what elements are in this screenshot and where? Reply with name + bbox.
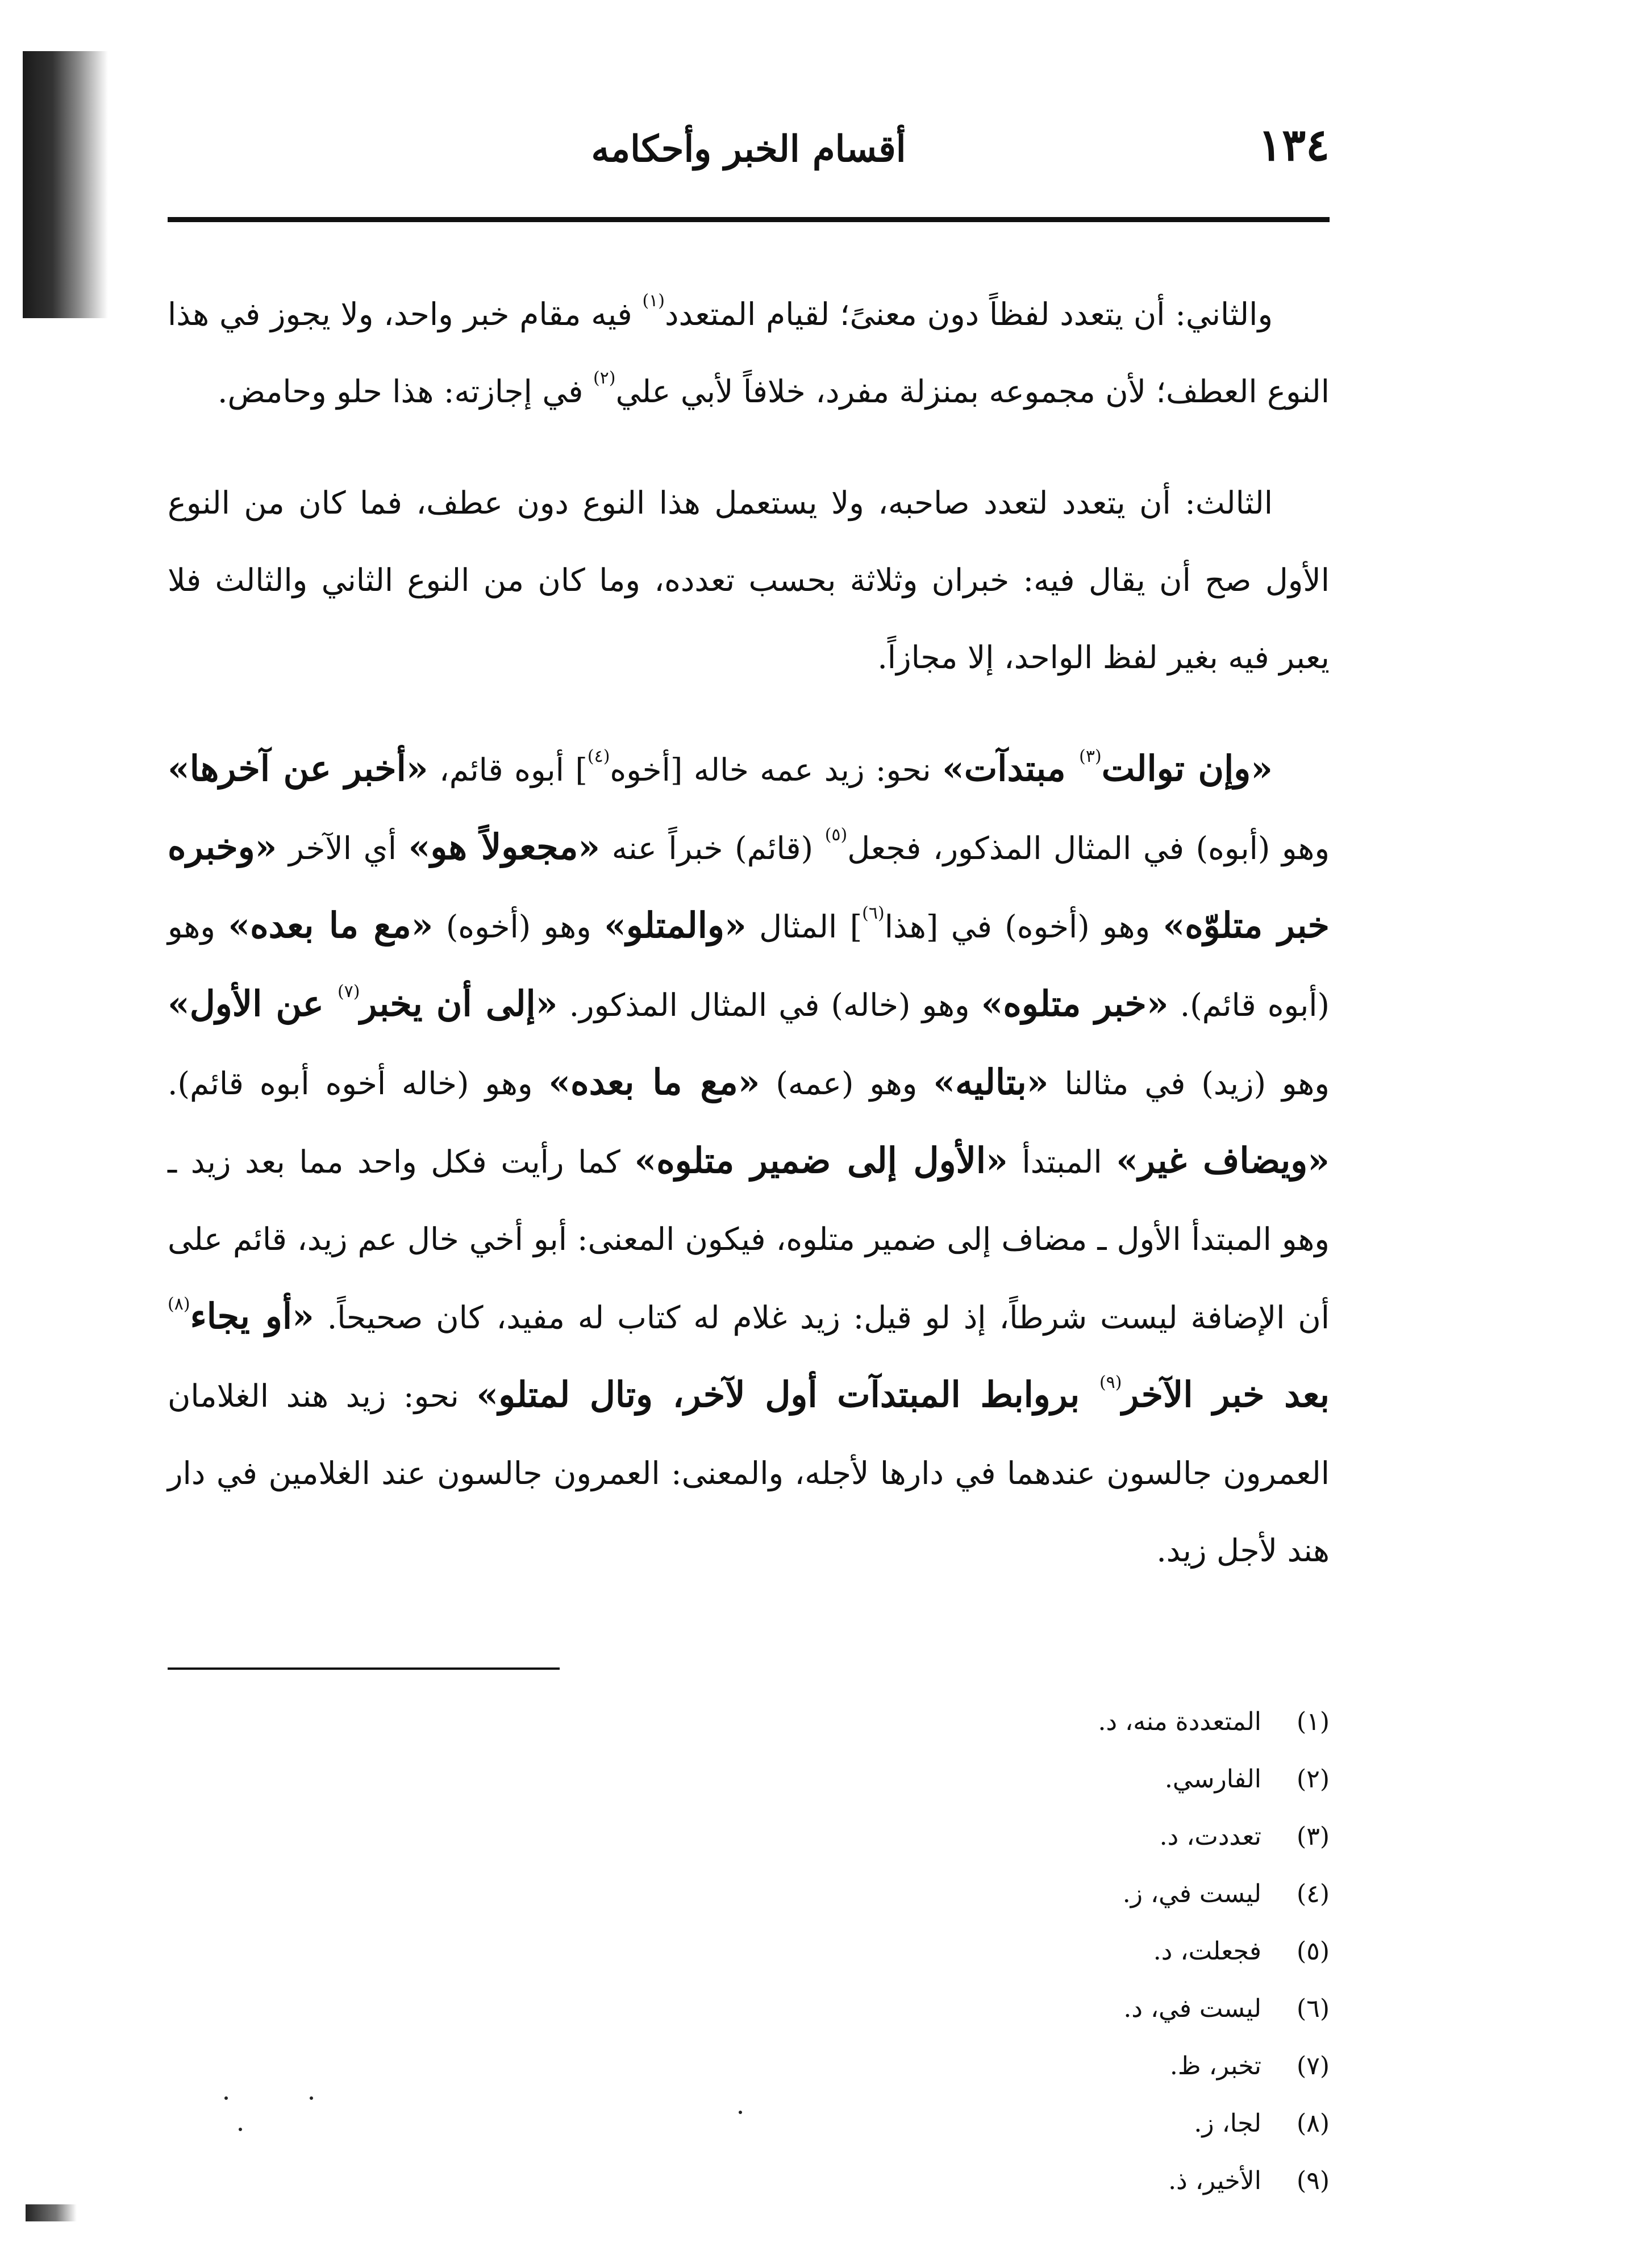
footnote: [477, 1808, 1330, 1865]
footnotes: [477, 1693, 1330, 2209]
footnote-text: ليست في، د.: [1123, 1994, 1261, 2023]
text-run: نحو: زيد عمه خاله [أخوه: [610, 752, 943, 788]
matn-text: «مع ما بعده»: [228, 904, 434, 946]
footnote-ref: (٨): [168, 1294, 190, 1314]
matn-text: «خبر متلوه»: [981, 983, 1169, 1024]
footnote-ref: (١): [642, 291, 665, 311]
matn-text: «مجعولاً هو»: [408, 826, 601, 868]
body-text: [168, 276, 1330, 1589]
scan-shadow-corner: [26, 2204, 77, 2221]
matn-text: «وخبره خبر متلوّه»: [168, 826, 1330, 946]
footnote-number: (٥): [1297, 1937, 1330, 1966]
header-rule: [168, 217, 1330, 222]
footnote-number: (٨): [1297, 2109, 1330, 2138]
footnote-ref: (٩): [1099, 1373, 1122, 1393]
matn-text: «والمتلو»: [604, 904, 747, 946]
text-run: أي الآخر: [277, 830, 409, 866]
footnote-number: (٢): [1297, 1765, 1330, 1794]
text-run: ] المثال: [746, 908, 863, 945]
footnote-text: المتعددة منه، د.: [1098, 1707, 1261, 1736]
footnote: [477, 1980, 1330, 2037]
footnote: [477, 2095, 1330, 2152]
paragraph-third-type: الثالث: أن يتعدد لتعدد صاحبه، ولا يستعمل هذا النوع دون عطف، فما كان من النوع الأول صح أن يقال فيه: خبران وثلاثة بحسب تعدده، وما كان من النوع الثاني والثالث فلا يعبر فيه بغير لفظ الواحد، إلا مجازاً.: [168, 485, 1330, 676]
footnote: [477, 2152, 1330, 2209]
scan-speck: [739, 2111, 742, 2114]
footnote: [477, 1750, 1330, 1808]
footnote-ref: (٢): [593, 368, 616, 388]
scan-shadow-edge: [23, 51, 108, 318]
footnote-text: تخبر، ظ.: [1169, 2052, 1261, 2081]
footnote-number: (١): [1297, 1707, 1330, 1736]
matn-text: بروابط المبتدآت أول لآخر، وتال لمتلو»: [476, 1374, 1099, 1415]
footnote-text: لجا، ز.: [1194, 2109, 1261, 2138]
text-run: فيه مقام خبر واحد، ولا يجوز في هذا النوع العطف؛ لأن مجموعه بمنزلة مفرد، خلافاً لأبي علي: [168, 296, 1330, 410]
matn-text: مبتدآت»: [942, 748, 1080, 789]
footnote-number: (٧): [1297, 2052, 1330, 2081]
book-page: [168, 108, 1330, 2195]
text-run: وهو (أبوه) في المثال المذكور، فجعل: [847, 830, 1330, 866]
matn-text: «بتاليه»: [933, 1061, 1049, 1103]
matn-text: عن الأول»: [168, 983, 338, 1024]
matn-text: «وإن توالت: [1101, 748, 1273, 789]
footnote-text: الفارسي.: [1164, 1765, 1261, 1794]
footnote-text: ليست في، ز.: [1122, 1879, 1261, 1908]
footnote-ref: (٣): [1079, 747, 1102, 766]
text-run: (قائم) خبراً عنه: [600, 830, 825, 866]
running-title: أقسام الخبر وأحكامه: [591, 128, 906, 170]
paragraph-consecutive-subjects: [168, 730, 1330, 1589]
footnote-text: تعددت، د.: [1159, 1822, 1261, 1851]
page-header: [168, 108, 1330, 205]
paragraph-second-type: [168, 276, 1330, 430]
footnote-ref: (٧): [337, 982, 360, 1002]
text-run: وهو (أخوه) في [هذا: [884, 908, 1163, 945]
text-run: وهو (عمه): [760, 1065, 934, 1102]
scan-speck: [224, 2096, 228, 2100]
matn-text: «أخبر عن آخرها»: [168, 748, 428, 789]
text-run: نحو: زيد هند الغلامان العمرون جالسون عندهما في دارها لأجله، والمعنى: العمرون جالسون عند الغلامين في دار هند لأجل زيد.: [168, 1378, 1330, 1569]
text-run: وهو (أبوه قائم).: [168, 908, 1330, 1023]
footnote-number: (٩): [1297, 2166, 1330, 2195]
matn-text: «ويضاف غير»: [1116, 1140, 1330, 1181]
matn-text: «الأول إلى ضمير متلوه»: [634, 1140, 1008, 1181]
footnote: [477, 1923, 1330, 1980]
scan-speck: [310, 2096, 313, 2100]
text-run: وهو (خاله أخوه أبوه قائم).: [168, 1065, 549, 1102]
text-run: كما رأيت فكل واحد مما بعد زيد ـ وهو المبتدأ الأول ـ مضاف إلى ضمير متلوه، فيكون المعنى: أبو أخي خال عم زيد، قائم على أن الإضافة ليست شرطاً، إذ لو قيل: زيد غلام له كتاب له مفيد، كان صحيحاً.: [168, 1144, 1330, 1336]
footnote-ref: (٤): [587, 747, 610, 766]
page-number: ١٣٤: [1258, 119, 1330, 171]
footnote-number: (٤): [1297, 1879, 1330, 1908]
matn-text: «أو يجاء: [190, 1295, 314, 1337]
footnote-rule: [168, 1667, 560, 1670]
text-run: وهو (أخوه): [433, 908, 605, 945]
footnote-ref: (٦): [862, 903, 885, 923]
footnote-text: الأخير، ذ.: [1168, 2166, 1261, 2195]
scan-speck: [239, 2128, 242, 2131]
footnote: [477, 2037, 1330, 2095]
text-run: في إجازته: هذا حلو وحامض.: [218, 373, 593, 410]
text-run: وهو (خاله) في المثال المذكور.: [557, 987, 981, 1023]
footnote-number: (٦): [1297, 1994, 1330, 2023]
footnote-text: فجعلت، د.: [1153, 1937, 1261, 1966]
text-run: والثاني: أن يتعدد لفظاً دون معنىً؛ لقيام المتعدد: [665, 296, 1273, 332]
footnote: [477, 1693, 1330, 1750]
matn-text: «إلى أن يخبر: [360, 983, 558, 1024]
text-run: المبتدأ: [1007, 1144, 1116, 1180]
text-run: وهو (زيد) في مثالنا: [1048, 1065, 1330, 1102]
matn-text: «مع ما بعده»: [548, 1061, 760, 1103]
matn-text: بعد خبر الآخر: [1122, 1374, 1330, 1415]
text-run: ] أبوه قائم،: [428, 752, 588, 788]
footnote-number: (٣): [1297, 1822, 1330, 1851]
footnote: [477, 1865, 1330, 1923]
footnote-ref: (٥): [824, 825, 848, 845]
